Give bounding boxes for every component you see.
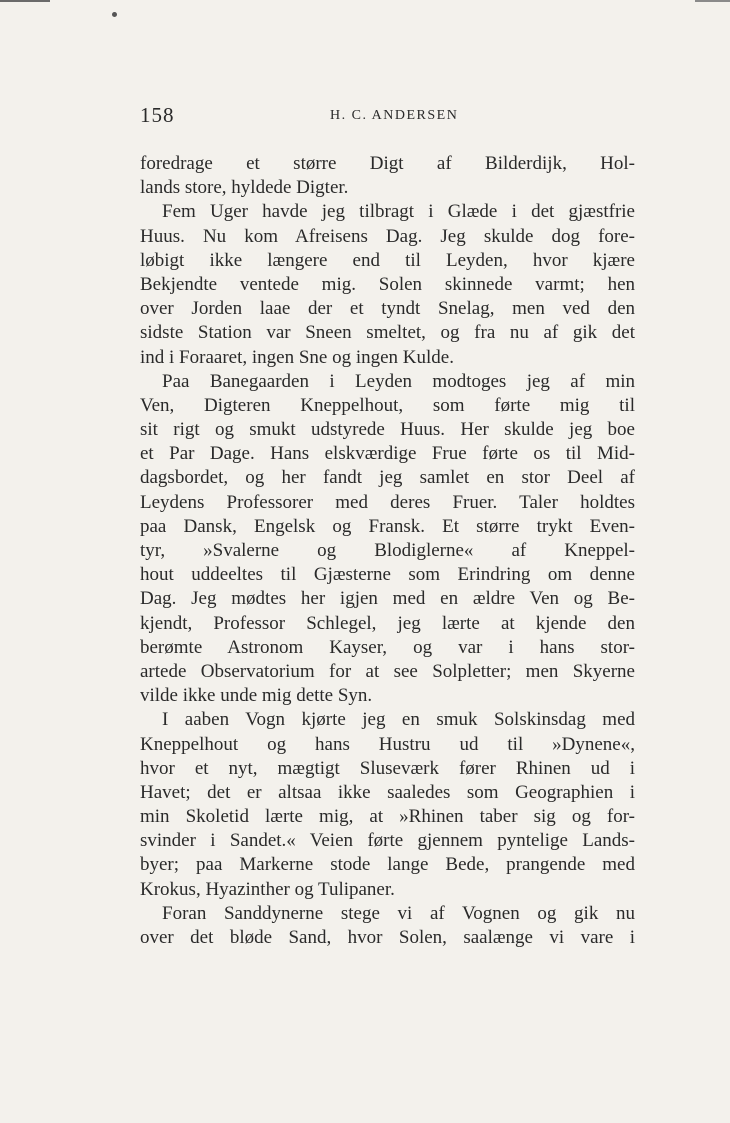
text-line: foredrage et større Digt af Bilderdijk, Hol- — [140, 153, 635, 174]
text-line: svinder i Sandet.« Veien førte gjennem pyntelige Lands- — [140, 830, 635, 852]
text-line: paa Dansk, Engelsk og Fransk. Et større trykt Even- — [140, 515, 635, 537]
body-text — [140, 152, 635, 950]
text-line: Paa Banegaarden i Leyden modtoges jeg af min — [162, 370, 635, 392]
text-line: over Jorden laae der et tyndt Snelag, men ved den — [140, 298, 635, 320]
text-line: et Par Dage. Hans elskværdige Frue førte os til Mid- — [140, 443, 635, 465]
text-line: Kneppelhout og hans Hustru ud til »Dynene«, — [140, 733, 635, 755]
page-number: 158 — [140, 103, 175, 127]
text-line: Fem Uger havde jeg tilbragt i Glæde i det gjæstfrie — [162, 201, 635, 223]
text-line: hout uddeeltes til Gjæsterne som Erindring om denne — [140, 564, 635, 586]
text-line: over det bløde Sand, hvor Solen, saalænge vi vare i — [140, 927, 635, 948]
text-line: artede Observatorium for at see Solpletter; men Skyerne — [140, 660, 635, 682]
text-line: Ven, Digteren Kneppelhout, som førte mig til — [140, 394, 635, 416]
text-line: kjendt, Professor Schlegel, jeg lærte at kjende den — [140, 612, 635, 634]
text-line: Havet; det er altsaa ikke saaledes som Geographien i — [140, 781, 635, 803]
page-edge-rule-right — [695, 0, 730, 2]
text-line: dagsbordet, og her fandt jeg samlet en stor Deel af — [140, 467, 635, 489]
text-line: lands store, hyldede Digter. — [140, 177, 349, 199]
text-line: hvor et nyt, mægtigt Sluseværk fører Rhinen ud i — [140, 757, 635, 779]
text-line: min Skoletid lærte mig, at »Rhinen taber sig og for- — [140, 806, 635, 828]
text-line: I aaben Vogn kjørte jeg en smuk Solskinsdag med — [162, 709, 635, 731]
text-line: Bekjendte ventede mig. Solen skinnede varmt; hen — [140, 273, 635, 295]
text-line: berømte Astronom Kayser, og var i hans stor- — [140, 636, 635, 658]
text-line: løbigt ikke længere end til Leyden, hvor kjære — [140, 249, 635, 271]
text-line: Huus. Nu kom Afreisens Dag. Jeg skulde dog fore- — [140, 225, 635, 247]
text-line: Leydens Professorer med deres Fruer. Taler holdtes — [140, 491, 635, 513]
text-line: tyr, »Svalerne og Blodiglerne« af Kneppel- — [140, 540, 635, 561]
running-head: H. C. ANDERSEN — [330, 108, 459, 123]
ink-speck — [112, 12, 117, 17]
text-line: Krokus, Hyazinther og Tulipaner. — [140, 878, 395, 900]
page-header — [140, 103, 635, 131]
text-line: Foran Sanddynerne stege vi af Vognen og gik nu — [162, 902, 635, 924]
text-line: Dag. Jeg mødtes her igjen med en ældre Ven og Be- — [140, 588, 635, 610]
text-line: sidste Station var Sneen smeltet, og fra nu af gik det — [140, 322, 635, 344]
text-line: byer; paa Markerne stode lange Bede, prangende med — [140, 854, 635, 876]
text-line: ind i Foraaret, ingen Sne og ingen Kulde. — [140, 346, 454, 368]
text-line: vilde ikke unde mig dette Syn. — [140, 685, 373, 707]
text-line: sit rigt og smukt udstyrede Huus. Her skulde jeg boe — [140, 419, 635, 441]
page-edge-rule — [0, 0, 50, 2]
